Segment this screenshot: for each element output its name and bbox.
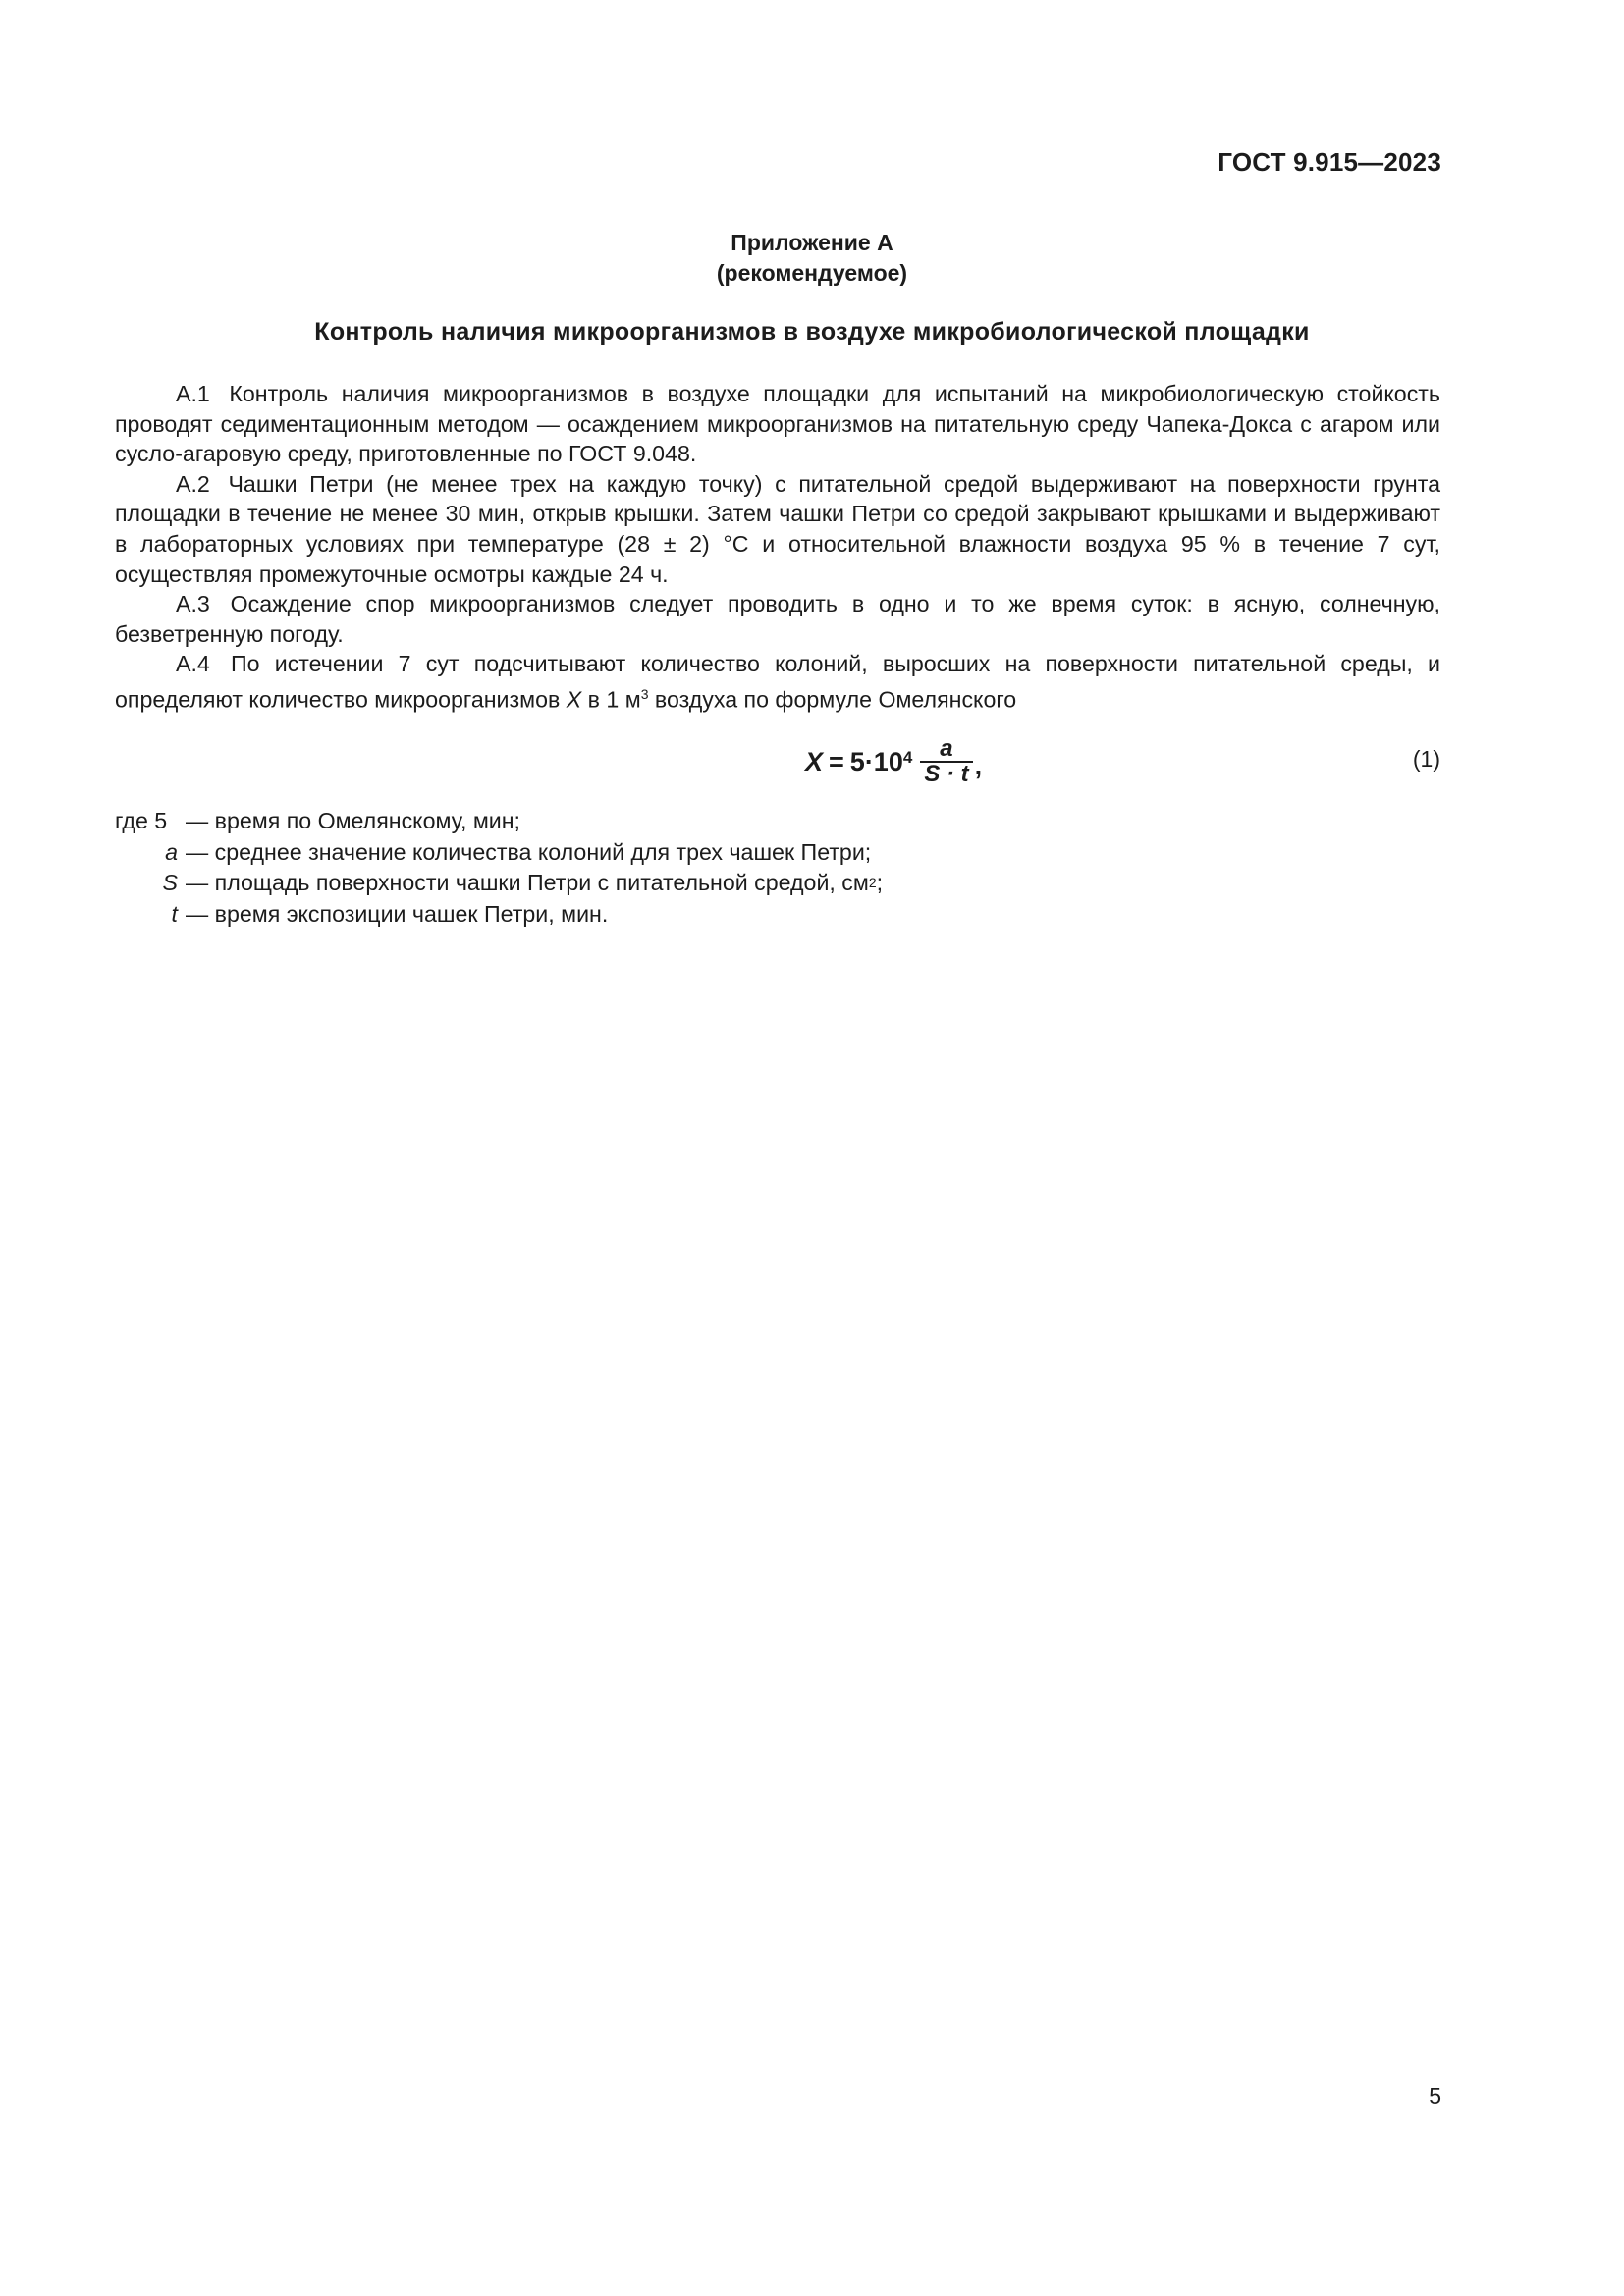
formula-omelyansky [805,734,982,789]
section-title: Контроль наличия микроорганизмов в воздухе микробиологической площадки [314,318,1310,346]
paragraph-number: А.3 [176,591,210,617]
legend-text: площадь поверхности чашки Петри с питательной средой, см [214,870,869,895]
legend-symbol [115,899,178,931]
paragraph-a4 [115,649,1440,715]
paragraph-text: Чашки Петри (не менее трех на каждую точку) с питательной средой выдерживают на поверхности грунта площадки в течение не менее 30 мин, открыв крышки. Затем чашки Петри со средой закрывают крышками и выдерживают в лабораторных условиях при температуре (28 ± 2) °С и относительной влажности воздуха 95 % в течение 7 сут, осуществляя промежуточные осмотры каждые 24 ч. [115,470,1440,587]
legend-suffix: ; [876,870,884,895]
legend-dash: — [186,838,209,865]
legend-text: время по Омелянскому, мин; [214,808,520,833]
legend-symbol [115,868,178,899]
fraction-denominator: S · t [920,761,972,786]
legend-text: время экспозиции чашек Петри, мин. [214,900,609,927]
legend-item [115,899,883,931]
legend-symbol-text: 5 [154,808,168,833]
legend-dash: — [186,900,209,927]
equation-number: (1) [1412,746,1440,772]
fraction-numerator: a [940,735,953,762]
legend-symbol [115,837,178,869]
superscript: 2 [868,875,877,890]
body-text [115,379,1440,715]
legend-symbol-text: a [165,838,178,865]
formula-coefficient: 5·10 [849,746,903,776]
paragraph-text: Осаждение спор микроорганизмов следует проводить в одно и то же время суток: в ясную, солнечную, безветренную погоду. [115,591,1440,647]
formula-equals: = [829,746,844,776]
legend-item [115,806,883,837]
superscript: 3 [640,685,649,702]
paragraph-number: А.4 [176,651,210,677]
formula-block [115,734,1440,789]
legend-item [115,868,883,899]
legend-symbol-text: S [162,870,178,895]
formula-lhs: X [805,746,824,776]
formula-legend [115,806,883,930]
page-number: 5 [1429,2083,1441,2109]
formula-fraction [920,737,972,786]
legend-dash: — [186,870,209,895]
paragraph-text: По истечении 7 сут подсчитывают количество колоний, выросших на поверхности питательной среды, и определяют количество микроорганизмов [115,651,1440,713]
paragraph-number: А.2 [176,470,210,497]
legend-prefix: где [115,808,148,833]
formula-trailing-comma: , [974,750,983,780]
annex-title: Приложение А [731,230,893,255]
paragraph-text: Контроль наличия микроорганизмов в воздухе площадки для испытаний на микробиологическую стойкость проводят седиментационным методом — осаждением микроорганизмов на питательную среду Чапека-Докса с агаром или сусло-агаровую среду, приготовленные по ГОСТ 9.048. [115,381,1440,467]
annex-heading [0,228,1624,289]
paragraph-a1 [115,379,1440,469]
legend-text: среднее значение количества колоний для трех чашек Петри; [214,838,872,865]
paragraph-a3 [115,589,1440,649]
legend-symbol [115,806,178,837]
paragraph-number: А.1 [176,381,210,406]
annex-status: (рекомендуемое) [716,260,908,286]
paragraph-text: в 1 м [581,686,641,713]
formula-exponent: 4 [902,748,913,767]
paragraph-text: воздуха по формуле Омелянского [648,686,1017,713]
legend-item [115,837,883,869]
standard-id-header: ГОСТ 9.915—2023 [1218,147,1441,177]
paragraph-a2 [115,469,1440,589]
variable-x: X [566,686,582,713]
legend-symbol-text: t [171,900,178,927]
legend-dash: — [186,808,209,833]
